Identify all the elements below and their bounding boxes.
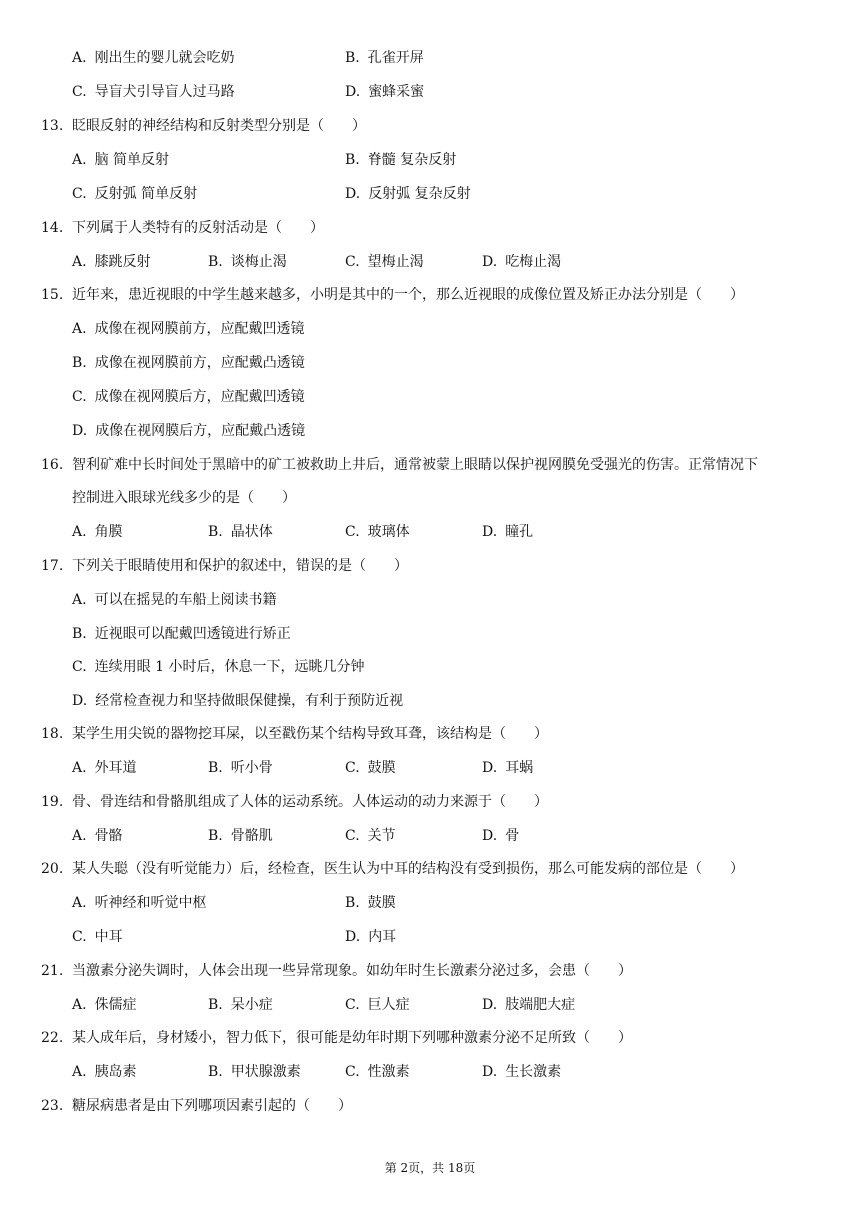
q18-option-c: C. 鼓膜 [345, 760, 396, 776]
q15-option-b: B. 成像在视网膜前方，应配戴凸透镜 [72, 355, 305, 371]
q20-option-c: C. 中耳 [72, 929, 123, 945]
q16-option-b: B. 晶状体 [208, 524, 273, 540]
q21-option-b: B. 呆小症 [208, 997, 273, 1013]
q21-option-c: C. 巨人症 [345, 997, 410, 1013]
q21-stem: 当激素分泌失调时，人体会出现一些异常现象。如幼年时生长激素分泌过多，会患（ ） [72, 963, 632, 979]
q19-options-row [0, 824, 860, 848]
q21-option-d: D. 肢端肥大症 [482, 997, 576, 1013]
page-footer: 第 2页，共 18页 [384, 1161, 476, 1175]
q13-stem-line [0, 114, 860, 138]
q18-stem: 某学生用尖锐的器物挖耳屎，以至戳伤某个结构导致耳聋，该结构是（ ） [72, 726, 548, 742]
q18-option-b: B. 听小骨 [208, 760, 273, 776]
q13-option-b: B. 脊髓 复杂反射 [345, 152, 457, 168]
q18-options-row [0, 756, 860, 780]
q16-stem-continued: 控制进入眼球光线多少的是（ ） [72, 490, 296, 506]
q20-stem: 某人失聪（没有听觉能力）后，经检查，医生认为中耳的结构没有受到损伤，那么可能发病的部位是（ ） [72, 861, 744, 877]
q16-number: 16. [41, 457, 64, 473]
q13-options-row-2 [0, 182, 860, 206]
q20-stem-line [0, 857, 860, 881]
q19-option-a: A. 骨骼 [72, 828, 123, 844]
q16-options-row [0, 520, 860, 544]
q15-option-c: C. 成像在视网膜后方，应配戴凹透镜 [72, 389, 305, 405]
q21-stem-line [0, 959, 860, 983]
q17-option-d-line [0, 689, 860, 713]
q16-stem: 智利矿难中长时间处于黑暗中的矿工被救助上井后，通常被蒙上眼睛以保护视网膜免受强光的伤害。正常情况下 [72, 457, 758, 473]
q14-options-row [0, 250, 860, 274]
q15-stem: 近年来，患近视眼的中学生越来越多，小明是其中的一个，那么近视眼的成像位置及矫正办法分别是（ ） [72, 287, 744, 303]
q21-number: 21. [41, 963, 64, 979]
q14-stem: 下列属于人类特有的反射活动是（ ） [72, 220, 324, 236]
q15-option-a-line [0, 317, 860, 341]
q15-option-c-line [0, 385, 860, 409]
q22-stem-line [0, 1026, 860, 1050]
q13-option-c: C. 反射弧 简单反射 [72, 186, 198, 202]
q13-stem: 眨眼反射的神经结构和反射类型分别是（ ） [72, 118, 366, 134]
q22-option-d: D. 生长激素 [482, 1064, 562, 1080]
q17-option-d: D. 经常检查视力和坚持做眼保健操，有利于预防近视 [72, 693, 404, 709]
q22-options-row [0, 1060, 860, 1084]
q12-option-a: A. 刚出生的婴儿就会吃奶 [72, 50, 235, 66]
q14-option-c: C. 望梅止渴 [345, 254, 424, 270]
q17-number: 17. [41, 558, 64, 574]
q18-number: 18. [41, 726, 64, 742]
q13-number: 13. [41, 118, 64, 134]
q22-option-b: B. 甲状腺激素 [208, 1064, 301, 1080]
q20-option-a: A. 听神经和听觉中枢 [72, 895, 207, 911]
q18-stem-line [0, 722, 860, 746]
q12-options-row-2 [0, 80, 860, 104]
q12-option-b: B. 孔雀开屏 [345, 50, 424, 66]
q14-option-d: D. 吃梅止渴 [482, 254, 562, 270]
q22-option-a: A. 胰岛素 [72, 1064, 137, 1080]
q17-stem: 下列关于眼睛使用和保护的叙述中，错误的是（ ） [72, 558, 408, 574]
q17-option-a: A. 可以在摇晃的车船上阅读书籍 [72, 592, 277, 608]
q13-option-d: D. 反射弧 复杂反射 [345, 186, 471, 202]
q17-option-c: C. 连续用眼 1 小时后，休息一下，远眺几分钟 [72, 659, 365, 675]
q23-number: 23. [41, 1098, 64, 1114]
q14-stem-line [0, 216, 860, 240]
q20-option-d: D. 内耳 [345, 929, 397, 945]
q22-stem: 某人成年后，身材矮小，智力低下，很可能是幼年时期下列哪种激素分泌不足所致（ ） [72, 1030, 632, 1046]
q19-number: 19. [41, 794, 64, 810]
q19-stem-line [0, 790, 860, 814]
q17-stem-line [0, 554, 860, 578]
q16-option-a: A. 角膜 [72, 524, 123, 540]
q13-option-a: A. 脑 简单反射 [72, 152, 170, 168]
q20-option-b: B. 鼓膜 [345, 895, 396, 911]
q15-option-b-line [0, 351, 860, 375]
q14-option-b: B. 谈梅止渴 [208, 254, 287, 270]
q15-option-d: D. 成像在视网膜后方，应配戴凸透镜 [72, 423, 306, 439]
q19-stem: 骨、骨连结和骨骼肌组成了人体的运动系统。人体运动的动力来源于（ ） [72, 794, 548, 810]
q12-options-row-1 [0, 46, 860, 70]
q16-stem-line-2 [0, 486, 860, 510]
q15-stem-line [0, 283, 860, 307]
q20-options-row-1 [0, 891, 860, 915]
q14-option-a: A. 膝跳反射 [72, 254, 151, 270]
q21-options-row [0, 993, 860, 1017]
q19-option-b: B. 骨骼肌 [208, 828, 273, 844]
q22-option-c: C. 性激素 [345, 1064, 410, 1080]
q23-stem-line [0, 1094, 860, 1118]
q16-option-c: C. 玻璃体 [345, 524, 410, 540]
q15-option-a: A. 成像在视网膜前方，应配戴凹透镜 [72, 321, 305, 337]
q17-option-c-line [0, 655, 860, 679]
q17-option-b-line [0, 622, 860, 646]
q19-option-c: C. 关节 [345, 828, 396, 844]
q23-stem: 糖尿病患者是由下列哪项因素引起的（ ） [72, 1098, 352, 1114]
q22-number: 22. [41, 1030, 64, 1046]
q12-option-c: C. 导盲犬引导盲人过马路 [72, 84, 235, 100]
q16-option-d: D. 瞳孔 [482, 524, 534, 540]
q17-option-b: B. 近视眼可以配戴凹透镜进行矫正 [72, 626, 291, 642]
q21-option-a: A. 侏儒症 [72, 997, 137, 1013]
q12-option-d: D. 蜜蜂采蜜 [345, 84, 425, 100]
q16-stem-line [0, 453, 860, 477]
q19-option-d: D. 骨 [482, 828, 520, 844]
q13-options-row-1 [0, 148, 860, 172]
q18-option-a: A. 外耳道 [72, 760, 137, 776]
q20-number: 20. [41, 861, 64, 877]
q15-number: 15. [41, 287, 64, 303]
q20-options-row-2 [0, 925, 860, 949]
q15-option-d-line [0, 419, 860, 443]
q17-option-a-line [0, 588, 860, 612]
q14-number: 14. [41, 220, 64, 236]
q18-option-d: D. 耳蜗 [482, 760, 534, 776]
